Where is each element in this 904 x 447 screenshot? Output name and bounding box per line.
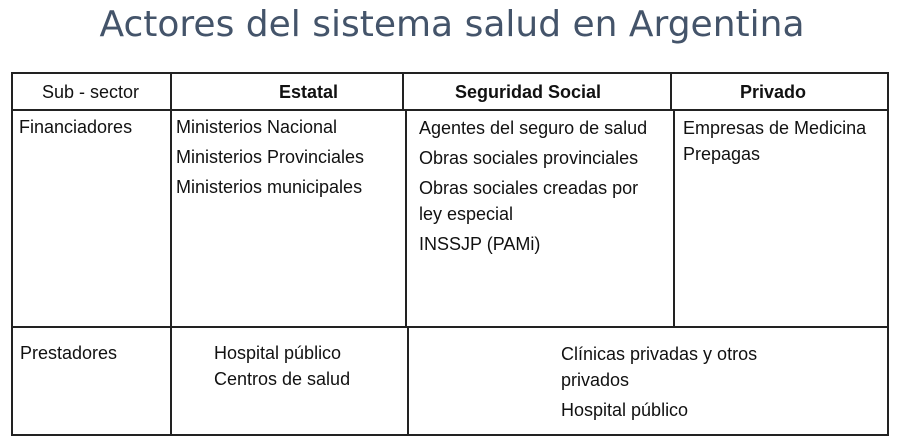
header-privado: Privado <box>740 82 807 102</box>
header-divider <box>11 109 889 111</box>
col-divider-2-header <box>402 72 404 110</box>
col-divider-2-fin <box>405 110 407 327</box>
table-border-left <box>11 72 13 436</box>
col-divider-3-header <box>670 72 672 110</box>
list-item: Ministerios Provinciales <box>176 147 365 167</box>
header-subsector: Sub - sector <box>42 82 140 102</box>
col-divider-1-pre <box>170 327 172 435</box>
header-estatal: Estatal <box>279 82 339 102</box>
table-border-right <box>887 72 889 436</box>
list-item: Ministerios municipales <box>176 177 363 197</box>
col-divider-2-pre <box>407 327 409 435</box>
list-item: Empresas de Medicina Prepagas <box>683 118 867 164</box>
list-item: Ministerios Nacional <box>176 117 338 137</box>
list-item: Hospital público <box>214 343 342 363</box>
list-item: Clínicas privadas y otros privados <box>561 344 758 390</box>
row-label-financiadores: Financiadores <box>19 117 133 137</box>
row-label-prestadores: Prestadores <box>20 343 118 363</box>
col-divider-3-fin <box>673 110 675 327</box>
list-item: Centros de salud <box>214 369 351 389</box>
prestadores-privado-cell <box>561 341 801 427</box>
table-border-bottom <box>11 434 889 436</box>
prestadores-estatal-cell <box>214 340 400 392</box>
financiadores-privado-cell <box>683 115 873 171</box>
financiadores-seguridad-social-cell <box>419 115 655 261</box>
col-divider-1-fin <box>170 110 172 327</box>
header-seguridad-social: Seguridad Social <box>455 82 602 102</box>
col-divider-1-header <box>170 72 172 110</box>
financiadores-estatal-cell <box>176 114 402 204</box>
list-item: Obras sociales creadas por ley especial <box>419 178 639 224</box>
list-item: INSSJP (PAMi) <box>419 234 541 254</box>
list-item: Agentes del seguro de salud <box>419 118 648 138</box>
row-divider <box>11 326 889 328</box>
page-title: Actores del sistema salud en Argentina <box>99 4 805 45</box>
table-border-top <box>11 72 889 74</box>
list-item: Obras sociales provinciales <box>419 148 639 168</box>
list-item: Hospital público <box>561 400 689 420</box>
